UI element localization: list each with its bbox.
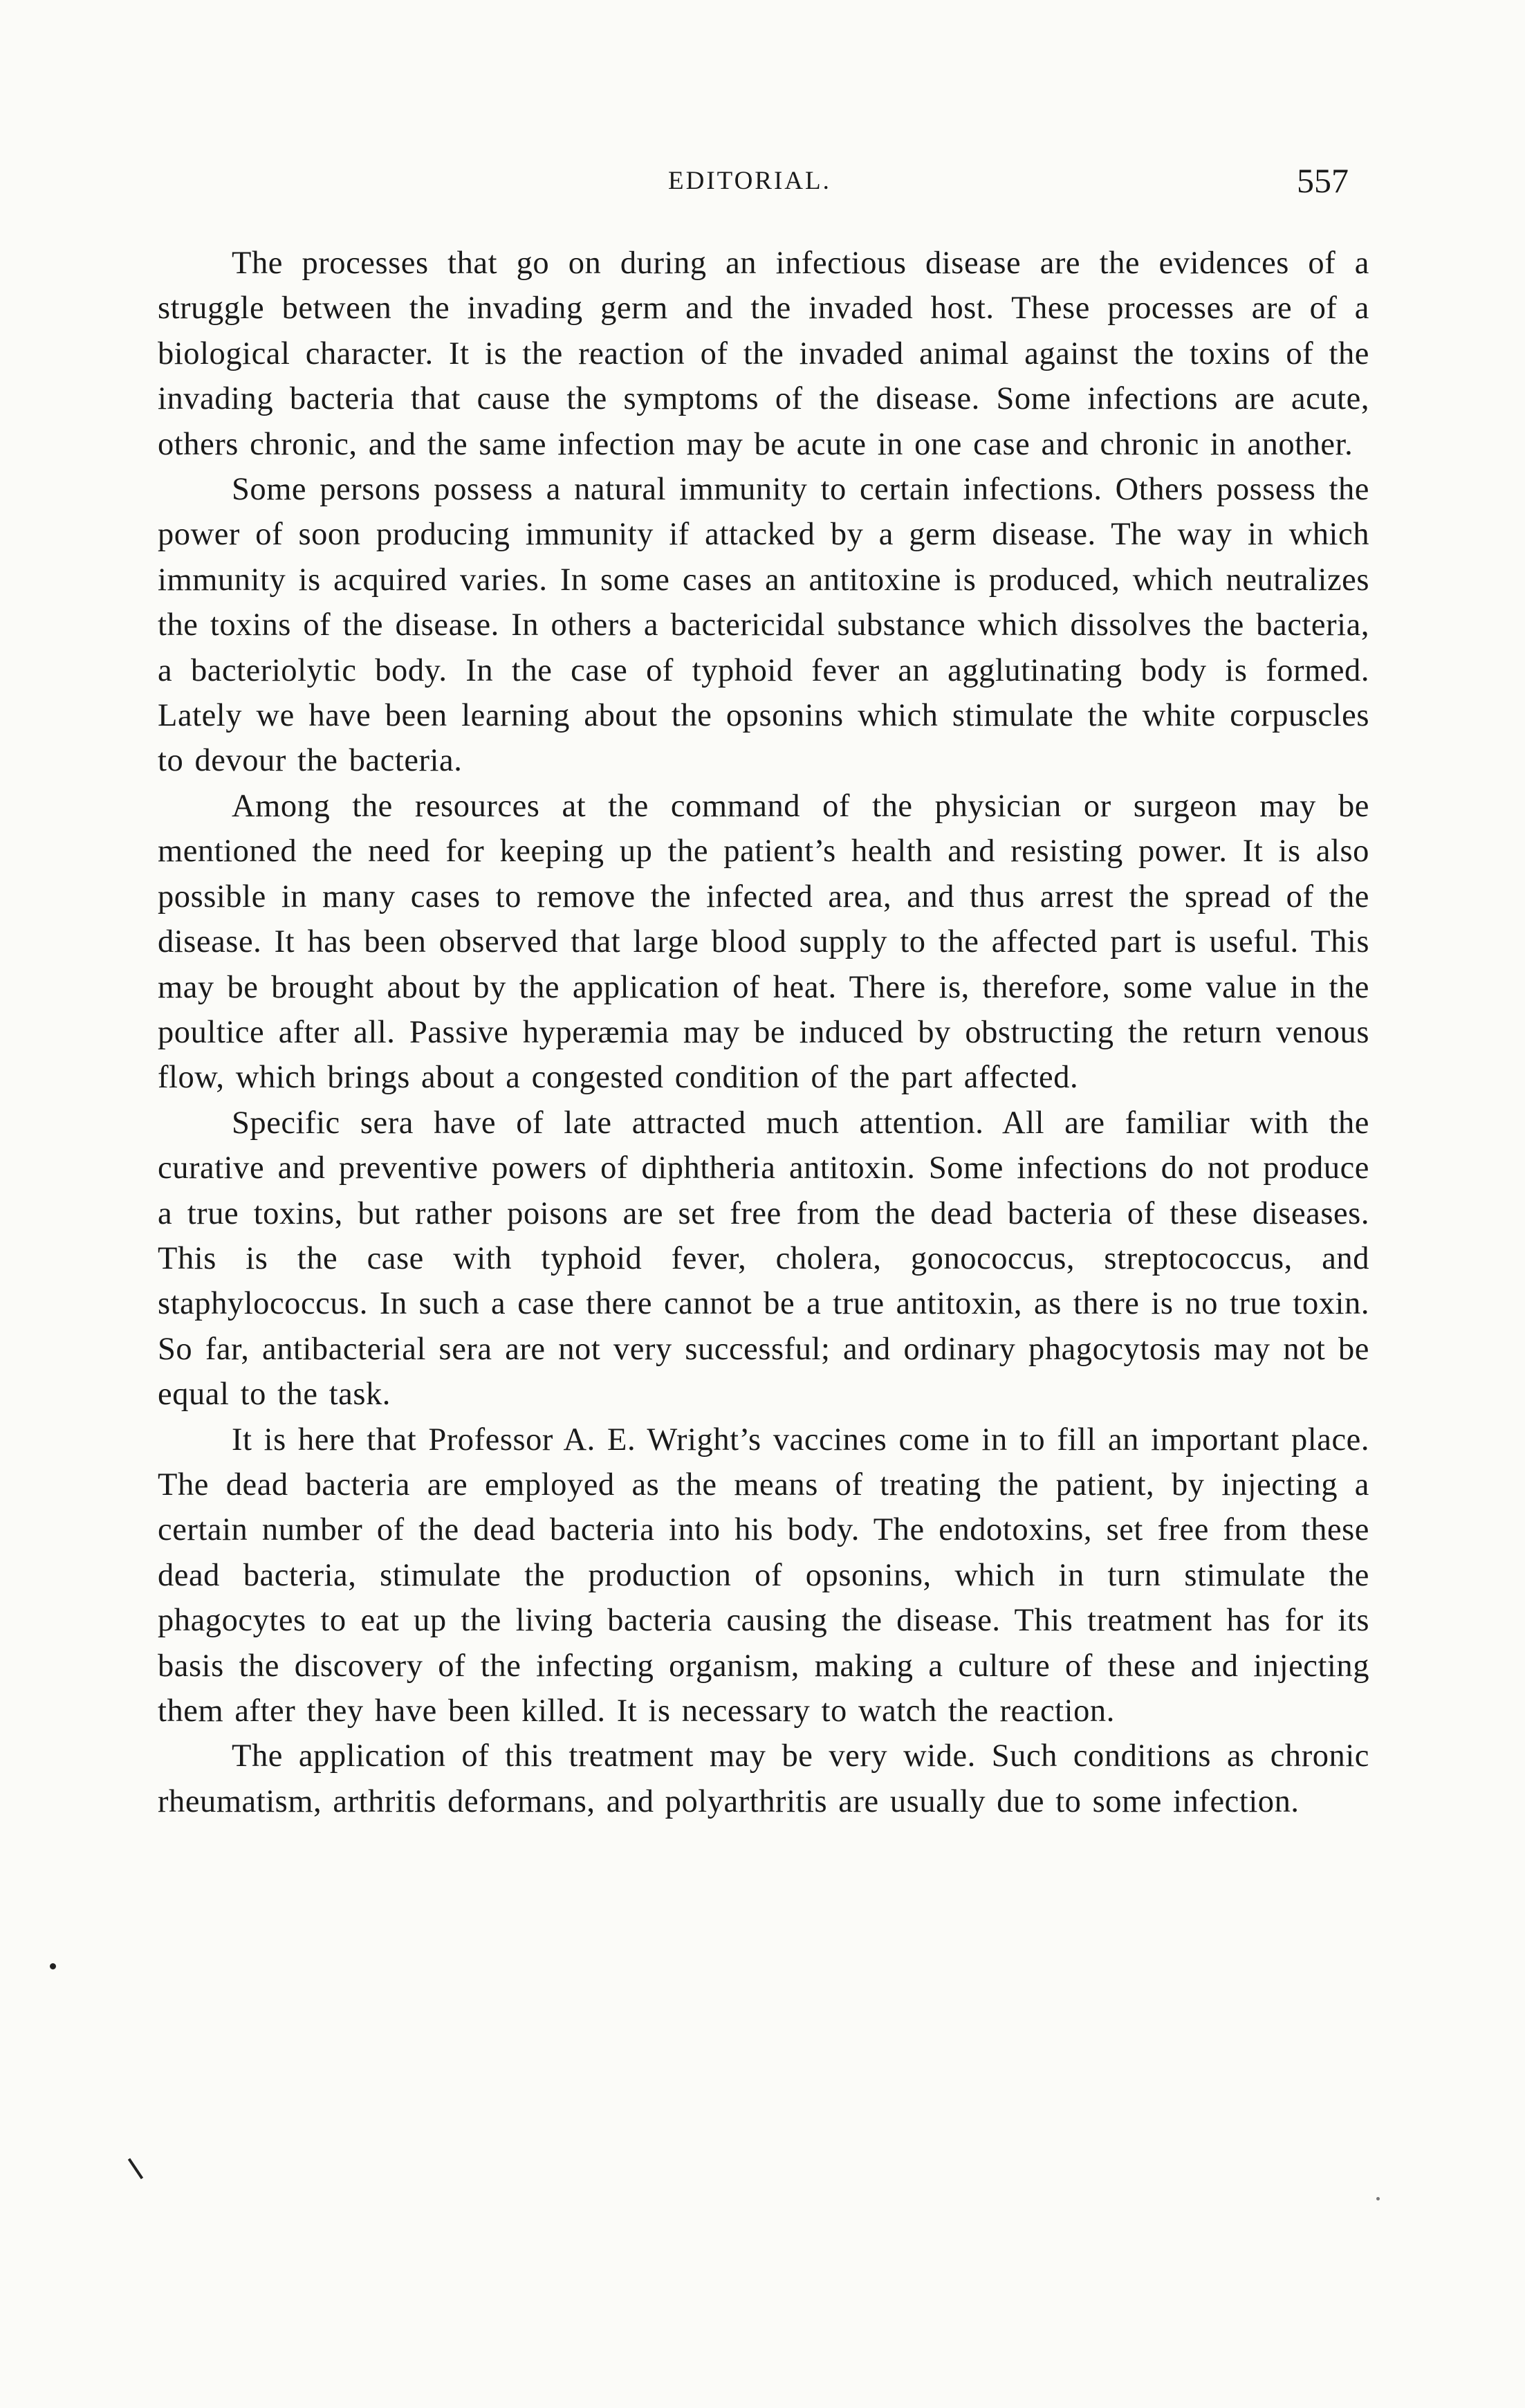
paragraph-immunity: Some persons possess a natural immunity to certain infections. Others possess the power of soon producing immunity if attacked by a germ disease. The way in which immunity is acquired varies. In some cases an antitoxine is produced, which neutralizes the toxins of the disease. In others a bactericidal substance which dissolves the bacteria, a bacteriolytic body. In the case of typhoid fever an agglutinating body is formed. Lately we have been learning about the opsonins which stimulate the white corpuscles to devour the bacteria. <box>158 472 1369 779</box>
paragraph-infectious-processes: The processes that go on during an infectious disease are the evidences of a struggle between the invading germ and the invaded host. These processes are of a biological character. It is the reaction of the invaded animal against the toxins of the invading bacteria that cause the symptoms of the disease. Some infections are acute, others chronic, and the same infection may be acute in one case and chronic in another. <box>158 246 1369 462</box>
paragraph-application: The application of this treatment may be very wide. Such conditions as chronic rheumatism, arthritis deformans, and polyarthritis are usually due to some infection. <box>158 1738 1369 1819</box>
running-title: EDITORIAL. <box>668 167 831 195</box>
editorial-body <box>158 241 1369 2198</box>
margin-dot-mark <box>50 1963 56 1969</box>
running-head <box>0 160 1525 202</box>
paragraph-specific-sera: Specific sera have of late attracted much attention. All are familiar with the curative and preventive powers of diphtheria antitoxin. Some infections do not produce a true toxins, but rather poisons are set free from the dead bacteria of these diseases. This is the case with typhoid fever, cholera, gonococcus, streptococcus, and staphylococcus. In such a case there cannot be a true antitoxin, as there is no true toxin. So far, antibacterial sera are not very successful; and ordinary phagocytosis may not be equal to the task. <box>158 1105 1369 1413</box>
margin-speck-mark <box>1376 2197 1380 2200</box>
page-number: 557 <box>1297 161 1349 200</box>
paragraph-resources: Among the resources at the command of the physician or surgeon may be mentioned the need for keeping up the patient’s health and resisting power. It is also possible in many cases to remove the infected area, and thus arrest the spread of the disease. It has been observed that large blood supply to the affected part is useful. This may be brought about by the application of heat. There is, therefore, some value in the poultice after all. Passive hyperæmia may be induced by obstructing the return venous flow, which brings about a congested condition of the part affected. <box>158 788 1369 1096</box>
paragraph-wright-vaccines: It is here that Professor A. E. Wright’s vaccines come in to fill an important place. The dead bacteria are employed as the means of treating the patient, by injecting a certain number of the dead bacteria into his body. The endotoxins, set free from these dead bacteria, stimulate the production of opsonins, which in turn stimulate the phagocytes to eat up the living bacteria causing the disease. This treatment has for its basis the discovery of the infecting organism, making a culture of these and injecting them after they have been killed. It is necessary to watch the reaction. <box>158 1422 1369 1729</box>
margin-slash-mark <box>128 2158 143 2179</box>
